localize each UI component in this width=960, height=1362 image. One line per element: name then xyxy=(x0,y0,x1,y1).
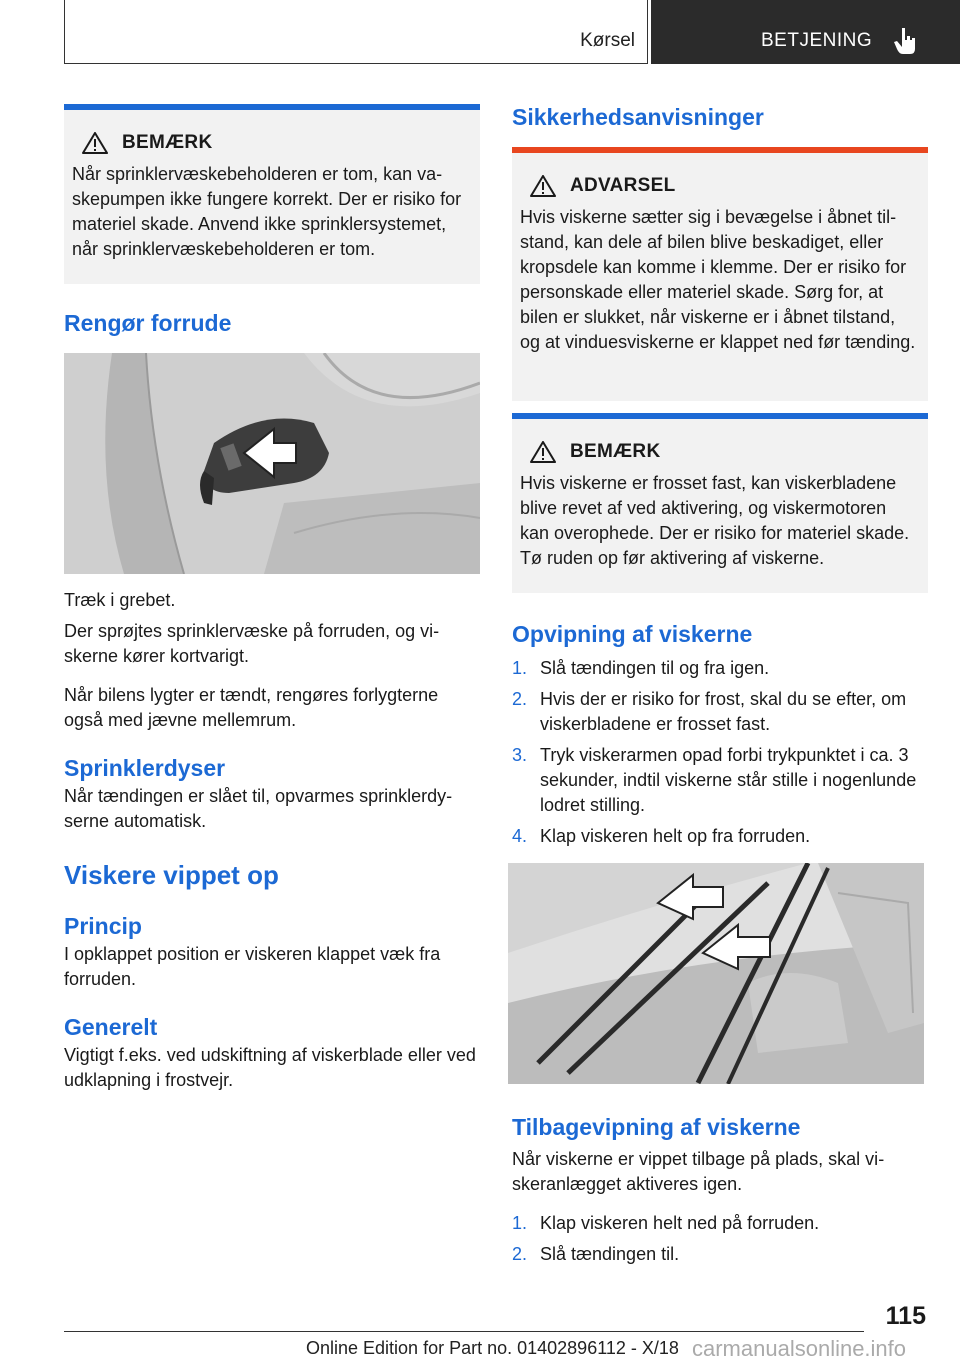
heading-viskere-vippet-op: Viskere vippet op xyxy=(64,860,279,890)
warning-triangle-icon xyxy=(82,132,108,154)
watermark-text: carmanualsonline.info xyxy=(692,1336,907,1361)
header-section-box xyxy=(64,0,648,64)
warning-triangle-icon xyxy=(530,441,556,463)
warning-label: ADVARSEL xyxy=(570,175,676,196)
right-column xyxy=(512,104,928,1273)
list-item: 1. Klap viskeren helt ned på forruden. xyxy=(512,1213,820,1233)
note-text: Når sprinklervæskebeholderen er tom, kan vaskepumpen ikke fungere korrekt. Der er risiko for materiel skade. Anvend ikke sprinklersystemet, når sprinklervæskebeholderen er tom. xyxy=(72,164,462,259)
warning-triangle-icon xyxy=(530,175,556,197)
page-number: 115 xyxy=(885,1302,926,1330)
warning-box xyxy=(512,147,928,401)
header-chapter: BETJENING xyxy=(761,30,873,51)
heading-sprinklerdyser: Sprinklerdyser xyxy=(64,755,226,781)
list-item: 2. Hvis der er risiko for frost, skal du se efter, om viskerbladene er frosset fast. xyxy=(512,689,907,734)
note-label: BEMÆRK xyxy=(122,132,213,153)
heading-generelt: Generelt xyxy=(64,1014,158,1040)
paragraph-princip: I opklappet position er viskeren klappet væk fra forruden. xyxy=(64,944,441,989)
paragraph-traek: Træk i grebet. xyxy=(64,590,176,610)
list-item: 2. Slå tændingen til. xyxy=(512,1244,680,1264)
heading-rengor-forrude: Rengør forrude xyxy=(64,310,232,336)
edition-text: Online Edition for Part no. 01402896112 - X/18 xyxy=(306,1338,679,1358)
list-item: 4. Klap viskeren helt op fra forruden. xyxy=(512,826,811,846)
steps-tilbagevipning xyxy=(512,1211,928,1267)
paragraph-sprinklerdyser: Når tændingen er slået til, opvarmes sprinklerdyserne automatisk. xyxy=(64,786,453,831)
note-label: BEMÆRK xyxy=(570,441,661,462)
heading-princip: Princip xyxy=(64,913,142,939)
note-box xyxy=(512,413,928,593)
steps-opvipning xyxy=(512,656,928,849)
washer-lever-illustration xyxy=(64,353,480,574)
paragraph-lygter: Når bilens lygter er tændt, rengøres forlygterne også med jævne mellemrum. xyxy=(64,685,439,730)
list-item: 3. Tryk viskerarmen opad forbi trykpunktet i ca. 3 sekunder, indtil viskerne står stille i nogenlunde lodret stilling. xyxy=(512,745,917,815)
wipers-folded-up-illustration xyxy=(508,863,924,1084)
footer-divider xyxy=(64,1331,864,1332)
heading-opvipning: Opvipning af viskerne xyxy=(512,621,753,647)
header-section: Kørsel xyxy=(580,30,635,51)
note-text: Hvis viskerne er frosset fast, kan viskerbladene blive revet af ved aktivering, og viskermotoren kan overophede. Der er risiko for materiel skade. Tø ruden op før aktivering af viskerne. xyxy=(520,473,910,568)
note-box xyxy=(64,104,480,284)
pointing-hand-icon xyxy=(892,26,920,56)
paragraph-sprojtes: Der sprøjtes sprinklervæske på forruden, og viskerne kører kortvarigt. xyxy=(64,621,440,666)
paragraph-tilbagevipning: Når viskerne er vippet tilbage på plads, skal viskeranlægget aktiveres igen. xyxy=(512,1149,885,1194)
heading-sikkerhedsanvisninger: Sikkerhedsanvisninger xyxy=(512,104,764,130)
warning-text: Hvis viskerne sætter sig i bevægelse i åbnet tilstand, kan dele af bilen blive beskadiget, eller kropsdele kan komme i klemme. Der er risiko for personskade eller materiel skade. Sørg for, at bilen er slukket, når viskerne er i åbnet tilstand, og at vinduesviskerne er klappet ned før tænding. xyxy=(520,207,916,352)
left-column xyxy=(64,104,480,1093)
paragraph-generelt: Vigtigt f.eks. ved udskiftning af viskerblade eller ved udklapning i frostvejr. xyxy=(64,1045,476,1090)
heading-tilbagevipning: Tilbagevipning af viskerne xyxy=(512,1114,801,1140)
list-item: 1. Slå tændingen til og fra igen. xyxy=(512,658,770,678)
